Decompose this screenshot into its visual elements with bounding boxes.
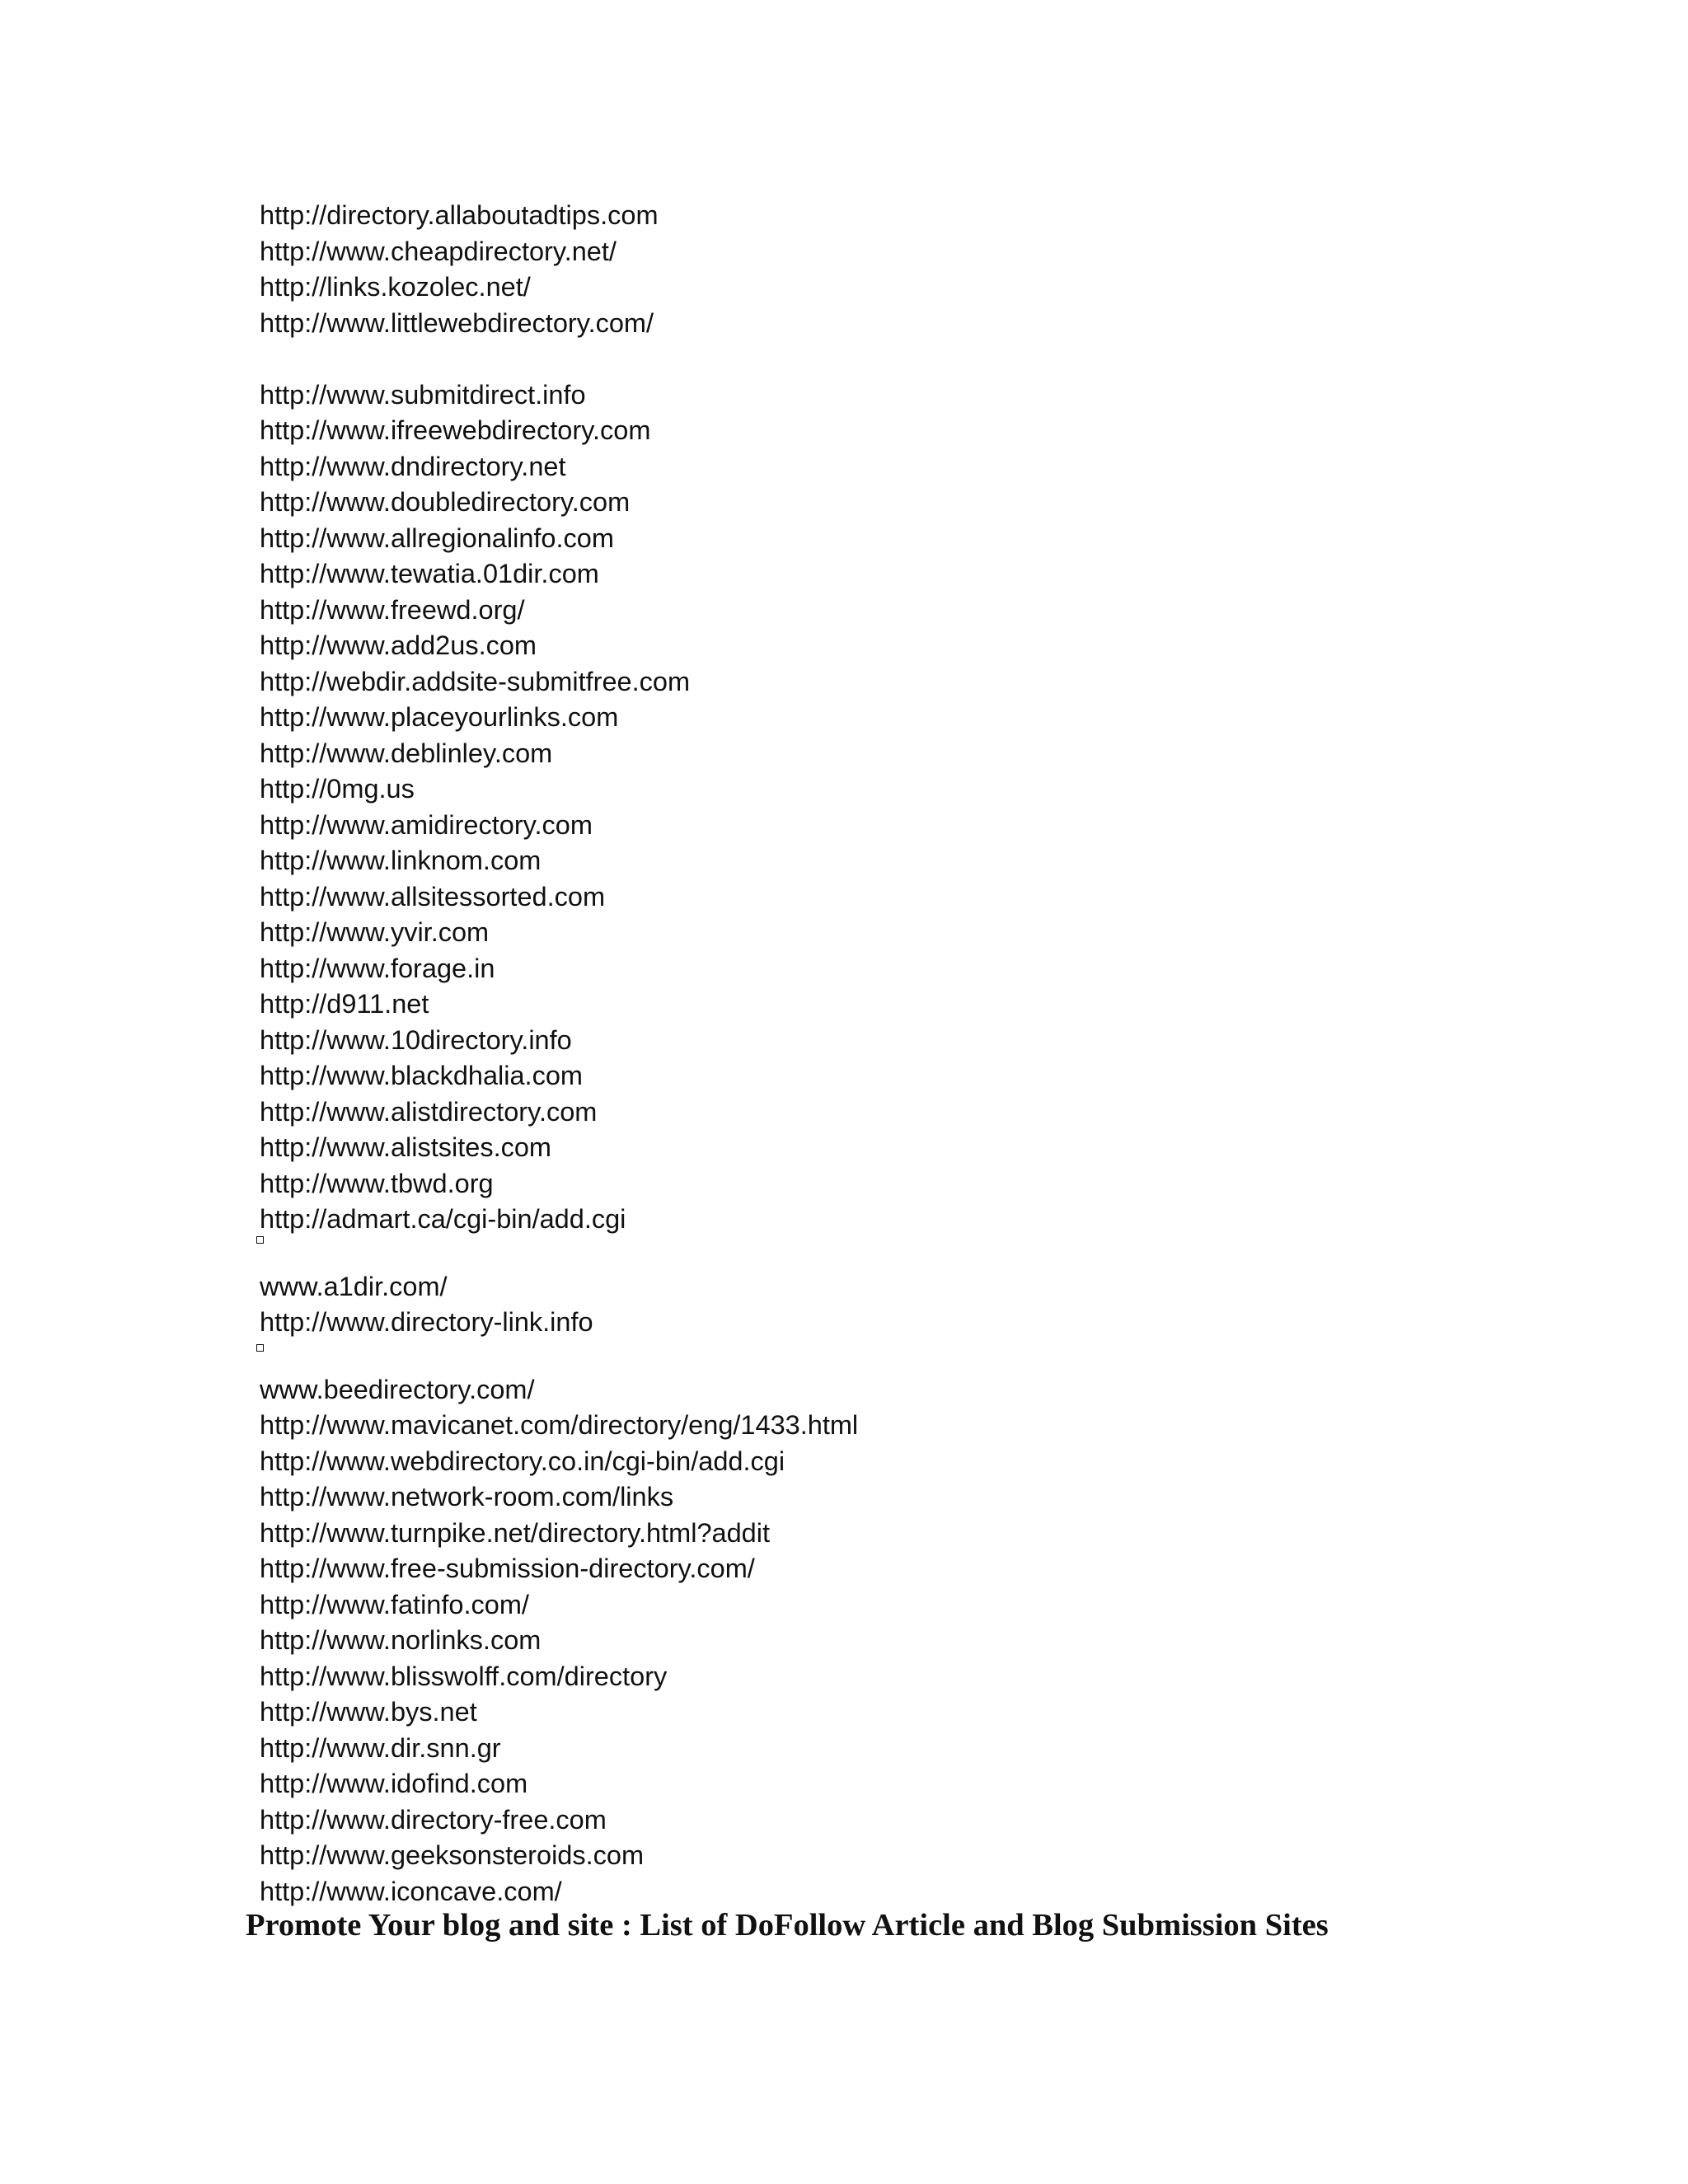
url-item: http://www.freewd.org/ [260, 594, 525, 625]
url-item: http://www.directory-free.com [260, 1804, 607, 1835]
url-item: http://www.idofind.com [260, 1769, 528, 1798]
url-item: http://www.blisswolff.com/directory [260, 1661, 668, 1691]
url-item: http://www.mavicanet.com/directory/eng/1433.html [260, 1410, 859, 1440]
url-list [260, 198, 858, 1910]
url-item: http://www.deblinley.com [260, 738, 553, 768]
url-item: http://links.kozolec.net/ [260, 272, 531, 302]
blank-line [260, 341, 858, 377]
url-item: http://www.free-submission-directory.com/ [260, 1554, 755, 1583]
url-item: http://www.tbwd.org [260, 1168, 494, 1198]
url-item: http://www.littlewebdirectory.com/ [260, 307, 654, 338]
url-item: http://www.yvir.com [260, 917, 490, 947]
url-item: http://www.turnpike.net/directory.html?addit [260, 1517, 770, 1548]
checkbox-glyph-icon [256, 1236, 264, 1244]
url-item: http://www.submitdirect.info [260, 379, 586, 410]
url-item: http://www.iconcave.com/ [260, 1876, 562, 1906]
url-item: http://admart.ca/cgi-bin/add.cgi [260, 1204, 626, 1234]
url-item: http://www.placeyourlinks.com [260, 702, 619, 732]
url-item: http://www.webdirectory.co.in/cgi-bin/add.cgi [260, 1446, 785, 1476]
url-item: www.a1dir.com/ [260, 1271, 448, 1301]
url-item: http://www.blackdhalia.com [260, 1061, 583, 1090]
url-item: http://www.linknom.com [260, 846, 542, 875]
url-item: http://www.geeksonsteroids.com [260, 1840, 645, 1870]
url-item: http://www.doubledirectory.com [260, 487, 631, 517]
url-item: http://www.alistsites.com [260, 1132, 551, 1162]
url-item: http://www.alistdirectory.com [260, 1096, 598, 1127]
url-item: http://www.ifreewebdirectory.com [260, 415, 651, 445]
url-item: http://www.tewatia.01dir.com [260, 559, 599, 588]
url-item: http://www.cheapdirectory.net/ [260, 236, 617, 266]
url-item: http://www.dir.snn.gr [260, 1732, 501, 1763]
checkbox-glyph-icon [256, 1344, 264, 1352]
url-item: http://www.bys.net [260, 1697, 477, 1727]
url-item: http://www.allregionalinfo.com [260, 523, 614, 553]
url-item: http://www.fatinfo.com/ [260, 1589, 529, 1619]
url-item: http://www.amidirectory.com [260, 809, 593, 840]
url-item: http://www.add2us.com [260, 630, 537, 660]
url-item: http://www.10directory.info [260, 1024, 572, 1055]
url-item: http://www.dndirectory.net [260, 451, 566, 481]
page-heading: Promote Your blog and site : List of DoFollow Article and Blog Submission Sites [246, 1908, 1329, 1943]
url-item: http://d911.net [260, 989, 429, 1019]
marker-gap [260, 1238, 858, 1269]
url-item: http://0mg.us [260, 774, 415, 804]
url-item: http://www.network-room.com/links [260, 1482, 674, 1511]
url-item: www.beedirectory.com/ [260, 1374, 535, 1404]
url-item: http://www.allsitessorted.com [260, 881, 606, 912]
url-item: http://www.directory-link.info [260, 1307, 593, 1337]
url-item: http://webdir.addsite-submitfree.com [260, 666, 691, 696]
url-item: http://www.forage.in [260, 953, 495, 983]
url-item: http://www.norlinks.com [260, 1625, 542, 1655]
marker-gap [260, 1341, 858, 1372]
url-item: http://directory.allaboutadtips.com [260, 200, 659, 230]
